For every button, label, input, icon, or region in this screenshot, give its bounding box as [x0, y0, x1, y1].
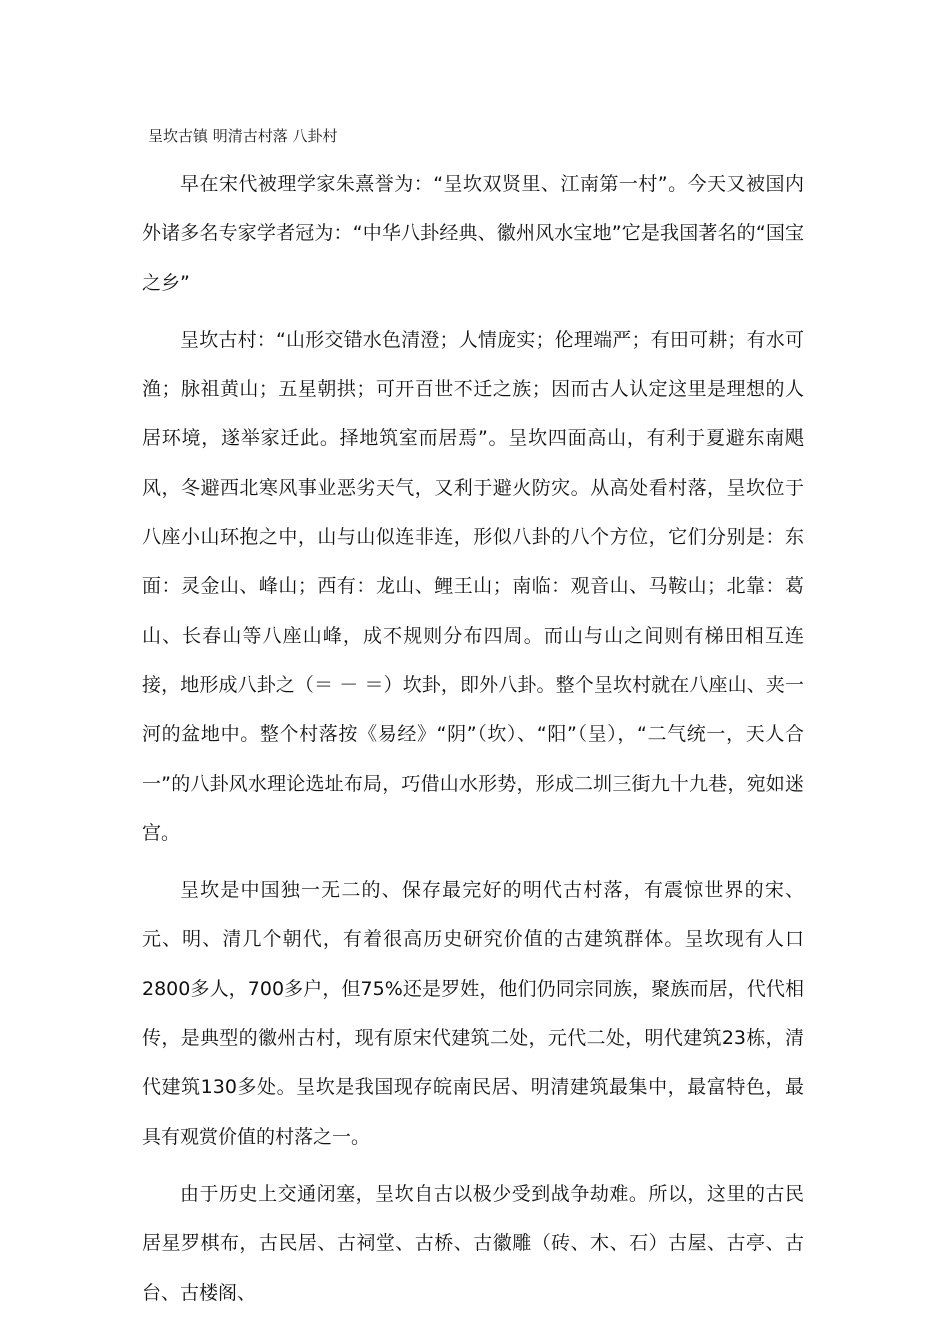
paragraph: 由于历史上交通闭塞，呈坎自古以极少受到战争劫难。所以，这里的古民居星罗棋布，古民居、古祠堂、古桥、古徽雕（砖、木、石）古屋、古亭、古台、古楼阁、 [142, 1182, 804, 1304]
document-title: 呈坎古镇 明清古村落 八卦村 [148, 127, 338, 145]
paragraph: 呈坎是中国独一无二的、保存最完好的明代古村落，有震惊世界的宋、元、明、清几个朝代，有着很高历史研究价值的古建筑群体。呈坎现有人口2800多人，700多户，但75%还是罗姓，他们仍同宗同族，聚族而居，代代相传，是典型的徽州古村，现有原宋代建筑二处，元代二处，明代建筑23栋，清代建筑130多处。呈坎是我国现存皖南民居、明清建筑最集中，最富特色，最具有观赏价值的村落之一。 [142, 879, 804, 1148]
document-body [142, 160, 804, 1326]
paragraph: 呈坎古村：“山形交错水色清澄；人情庞实；伦理端严；有田可耕；有水可渔；脉祖黄山；五星朝拱；可开百世不迁之族；因而古人认定这里是理想的人居环境，遂举家迁此。择地筑室而居焉”。呈坎四面高山，有利于夏避东南飓风，冬避西北寒风事业恶劣天气，又利于避火防灾。从高处看村落，呈坎位于八座小山环抱之中，山与山似连非连，形似八卦的八个方位，它们分别是：东面：灵金山、峰山；西有：龙山、鲤王山；南临：观音山、马鞍山；北靠：葛山、长春山等八座山峰，成不规则分布四周。而山与山之间则有梯田相互连接，地形成八卦之（＝ － ＝）坎卦，即外八卦。整个呈坎村就在八座山、夹一河的盆地中。整个村落按《易经》“阴”（坎）、“阳”（呈），“二气统一，天人合一”的八卦风水理论选址布局，巧借山水形势，形成二圳三街九十九巷，宛如迷宫。 [142, 328, 804, 844]
paragraph: 早在宋代被理学家朱熹誉为：“呈坎双贤里、江南第一村”。今天又被国内外诸多名专家学者冠为：“中华八卦经典、徽州风水宝地”它是我国著名的“国宝之乡” [142, 173, 804, 294]
